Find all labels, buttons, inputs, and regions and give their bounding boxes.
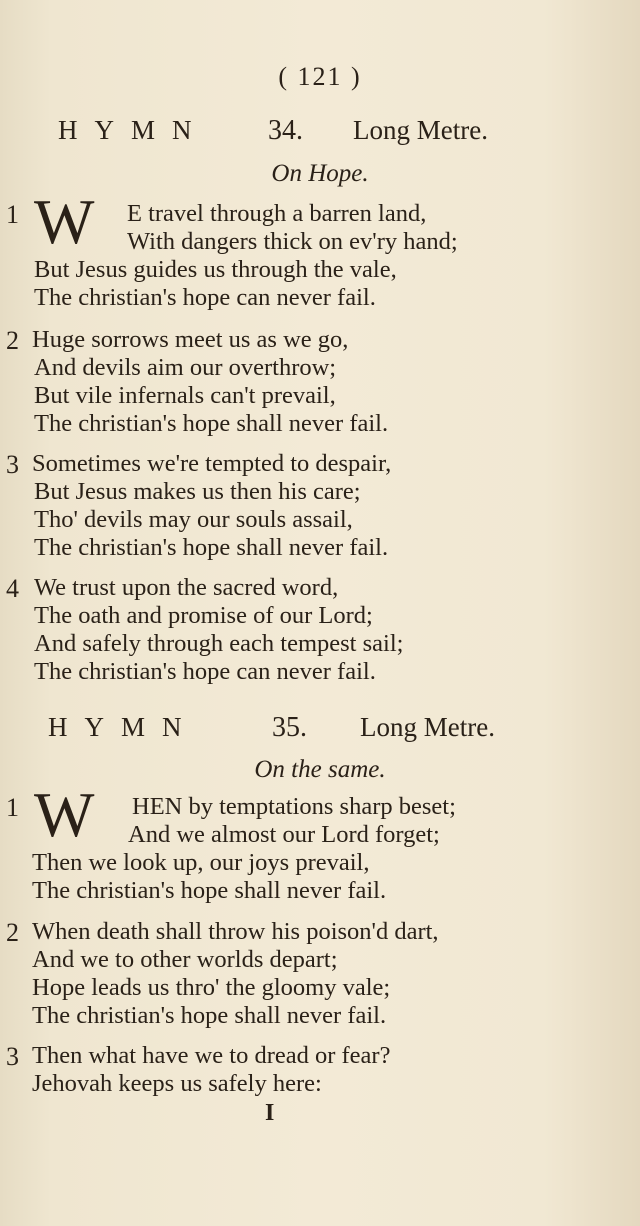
verse-number: 3 bbox=[6, 1042, 19, 1071]
hymn-35-metre: Long Metre. bbox=[360, 712, 495, 742]
verse-line: Then what have we to dread or fear? bbox=[32, 1042, 391, 1069]
hymn-35-heading bbox=[0, 712, 640, 752]
verse-line: And safely through each tempest sail; bbox=[34, 630, 404, 657]
verse-line: But Jesus guides us through the vale, bbox=[34, 256, 397, 283]
verse-line: And we to other worlds depart; bbox=[32, 946, 338, 973]
hymn-35-subtitle: On the same. bbox=[254, 756, 386, 783]
hymn-34-heading bbox=[0, 115, 640, 155]
verse-line: The oath and promise of our Lord; bbox=[34, 602, 373, 629]
hymn-35-number: 35. bbox=[272, 712, 307, 743]
drop-cap: W bbox=[34, 186, 95, 257]
verse-line: The christian's hope can never fail. bbox=[34, 658, 376, 685]
verse-line: The christian's hope can never fail. bbox=[34, 284, 376, 311]
verse-line: But Jesus makes us then his care; bbox=[34, 478, 361, 505]
verse-line: The christian's hope shall never fail. bbox=[32, 877, 387, 904]
verse-line: The christian's hope shall never fail. bbox=[34, 534, 389, 561]
verse-line: The christian's hope shall never fail. bbox=[32, 1002, 387, 1029]
verse-line: Hope leads us thro' the gloomy vale; bbox=[32, 974, 391, 1001]
verse-line: But vile infernals can't prevail, bbox=[34, 382, 336, 409]
hymn-34-number: 34. bbox=[268, 115, 303, 146]
verse-line: The christian's hope shall never fail. bbox=[34, 410, 389, 437]
drop-cap: W bbox=[34, 779, 95, 850]
page-number: ( 121 ) bbox=[278, 62, 362, 91]
hymn-34-metre: Long Metre. bbox=[353, 115, 488, 145]
hymn-34-word: HYMN bbox=[58, 115, 209, 145]
verse-line: When death shall throw his poison'd dart, bbox=[32, 918, 439, 945]
hymn-34-subtitle: On Hope. bbox=[271, 160, 369, 187]
verse-number: 2 bbox=[6, 326, 19, 355]
verse-line: E travel through a barren land, bbox=[127, 200, 427, 227]
verse-line: HEN by temptations sharp beset; bbox=[132, 793, 456, 820]
verse-number: 3 bbox=[6, 450, 19, 479]
verse-line: Sometimes we're tempted to despair, bbox=[32, 450, 392, 477]
verse-line: Tho' devils may our souls assail, bbox=[34, 506, 353, 533]
verse-line: And devils aim our overthrow; bbox=[34, 354, 337, 381]
verse-line: With dangers thick on ev'ry hand; bbox=[127, 228, 458, 255]
verse-number: 2 bbox=[6, 918, 19, 947]
verse-line: Then we look up, our joys prevail, bbox=[32, 849, 370, 876]
verse-number: 1 bbox=[6, 793, 19, 822]
verse-line: And we almost our Lord forget; bbox=[128, 821, 440, 848]
verse-line: Huge sorrows meet us as we go, bbox=[32, 326, 349, 353]
signature-mark: I bbox=[265, 1100, 275, 1126]
verse-number: 4 bbox=[6, 574, 19, 603]
verse-line: Jehovah keeps us safely here: bbox=[32, 1070, 322, 1097]
verse-line: We trust upon the sacred word, bbox=[34, 574, 339, 601]
hymn-35-word: HYMN bbox=[48, 712, 199, 742]
verse-number: 1 bbox=[6, 200, 19, 229]
